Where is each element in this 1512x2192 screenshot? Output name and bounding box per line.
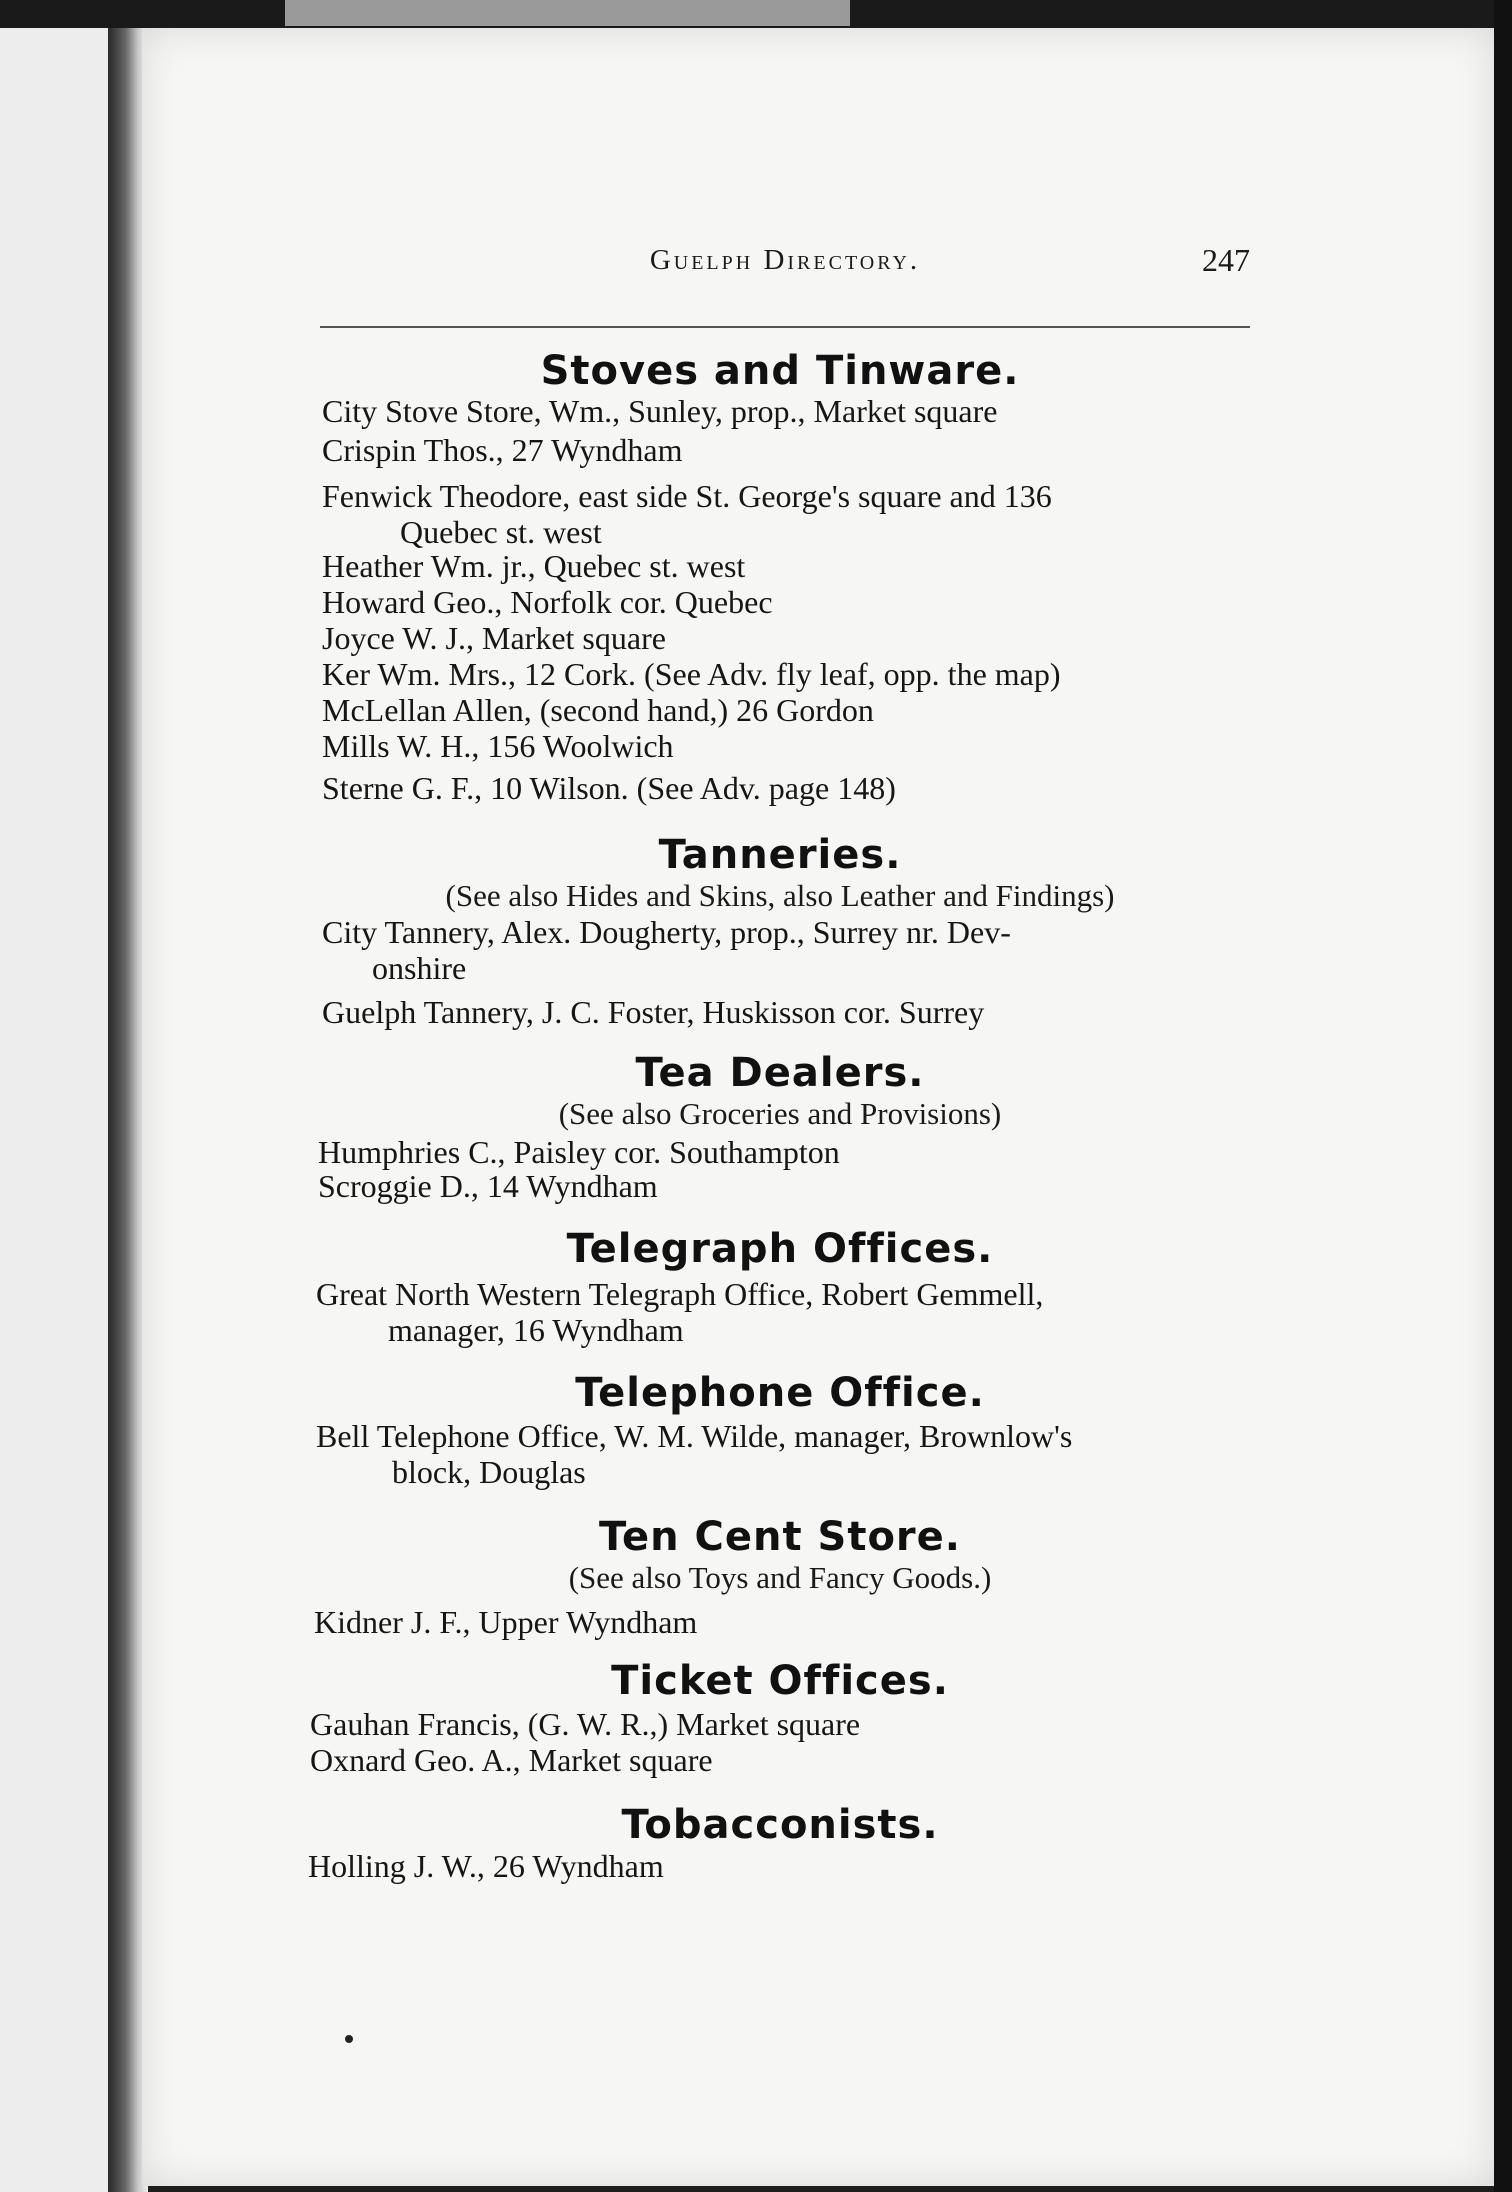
list-item: Guelph Tannery, J. C. Foster, Huskisson cor. Surrey <box>322 994 985 1030</box>
list-item: Ker Wm. Mrs., 12 Cork. (See Adv. fly leaf, opp. the map) <box>322 656 1061 692</box>
entry-text: Fenwick Theodore, east side St. George's square and 136 <box>322 478 1052 514</box>
section-heading-ticket-offices: Ticket Offices. <box>611 1658 949 1704</box>
list-item: Gauhan Francis, (G. W. R.,) Market square <box>310 1706 861 1742</box>
running-head-title: Guelph Directory. <box>649 244 921 276</box>
list-item: Joyce W. J., Market square <box>322 620 666 656</box>
cross-reference-note: (See also Groceries and Provisions) <box>558 1096 1002 1131</box>
list-item: Humphries C., Paisley cor. Southampton <box>318 1134 840 1170</box>
running-head <box>320 242 1250 292</box>
cross-reference-note: (See also Toys and Fancy Goods.) <box>568 1560 992 1595</box>
entry-continuation: manager, 16 Wyndham <box>388 1312 684 1348</box>
entry-text: Great North Western Telegraph Office, Robert Gemmell, <box>316 1276 1044 1312</box>
section-heading-ten-cent-store: Ten Cent Store. <box>599 1514 961 1560</box>
header-rule <box>320 326 1250 328</box>
list-item: Scroggie D., 14 Wyndham <box>318 1168 658 1204</box>
section-heading-tobacconists: Tobacconists. <box>621 1802 939 1848</box>
list-item <box>316 1418 1072 1490</box>
section-heading-telegraph-offices: Telegraph Offices. <box>566 1226 994 1272</box>
list-item: City Stove Store, Wm., Sunley, prop., Market square <box>322 393 998 429</box>
facing-page-edge <box>0 28 112 2192</box>
section-heading-tea-dealers: Tea Dealers. <box>635 1050 925 1096</box>
scan-right-border <box>1494 0 1512 2192</box>
section-heading-tanneries: Tanneries. <box>658 832 902 878</box>
ink-speck <box>345 2035 353 2043</box>
cross-reference-note: (See also Hides and Skins, also Leather and Findings) <box>445 878 1115 913</box>
list-item: McLellan Allen, (second hand,) 26 Gordon <box>322 692 874 728</box>
list-item: Holling J. W., 26 Wyndham <box>308 1848 664 1884</box>
entry-continuation: Quebec st. west <box>400 514 602 550</box>
entry-continuation: block, Douglas <box>392 1454 586 1490</box>
list-item: Oxnard Geo. A., Market square <box>310 1742 713 1778</box>
list-item <box>322 914 1011 986</box>
entry-text: City Tannery, Alex. Dougherty, prop., Surrey nr. Dev- <box>322 914 1011 950</box>
page-number: 247 <box>1202 242 1250 278</box>
scan-top-highlight <box>285 0 850 26</box>
list-item: Heather Wm. jr., Quebec st. west <box>322 548 746 584</box>
list-item: Kidner J. F., Upper Wyndham <box>314 1604 698 1640</box>
list-item: Sterne G. F., 10 Wilson. (See Adv. page 148) <box>322 770 896 806</box>
entry-continuation: onshire <box>372 950 467 986</box>
entry-text: Bell Telephone Office, W. M. Wilde, manager, Brownlow's <box>316 1418 1073 1454</box>
list-item: Crispin Thos., 27 Wyndham <box>322 432 683 468</box>
list-item <box>316 1276 1043 1348</box>
list-item <box>322 478 1052 550</box>
section-heading-stoves-and-tinware: Stoves and Tinware. <box>540 348 1020 394</box>
list-item: Howard Geo., Norfolk cor. Quebec <box>322 584 773 620</box>
section-heading-telephone-office: Telephone Office. <box>575 1370 985 1416</box>
list-item: Mills W. H., 156 Woolwich <box>322 728 674 764</box>
